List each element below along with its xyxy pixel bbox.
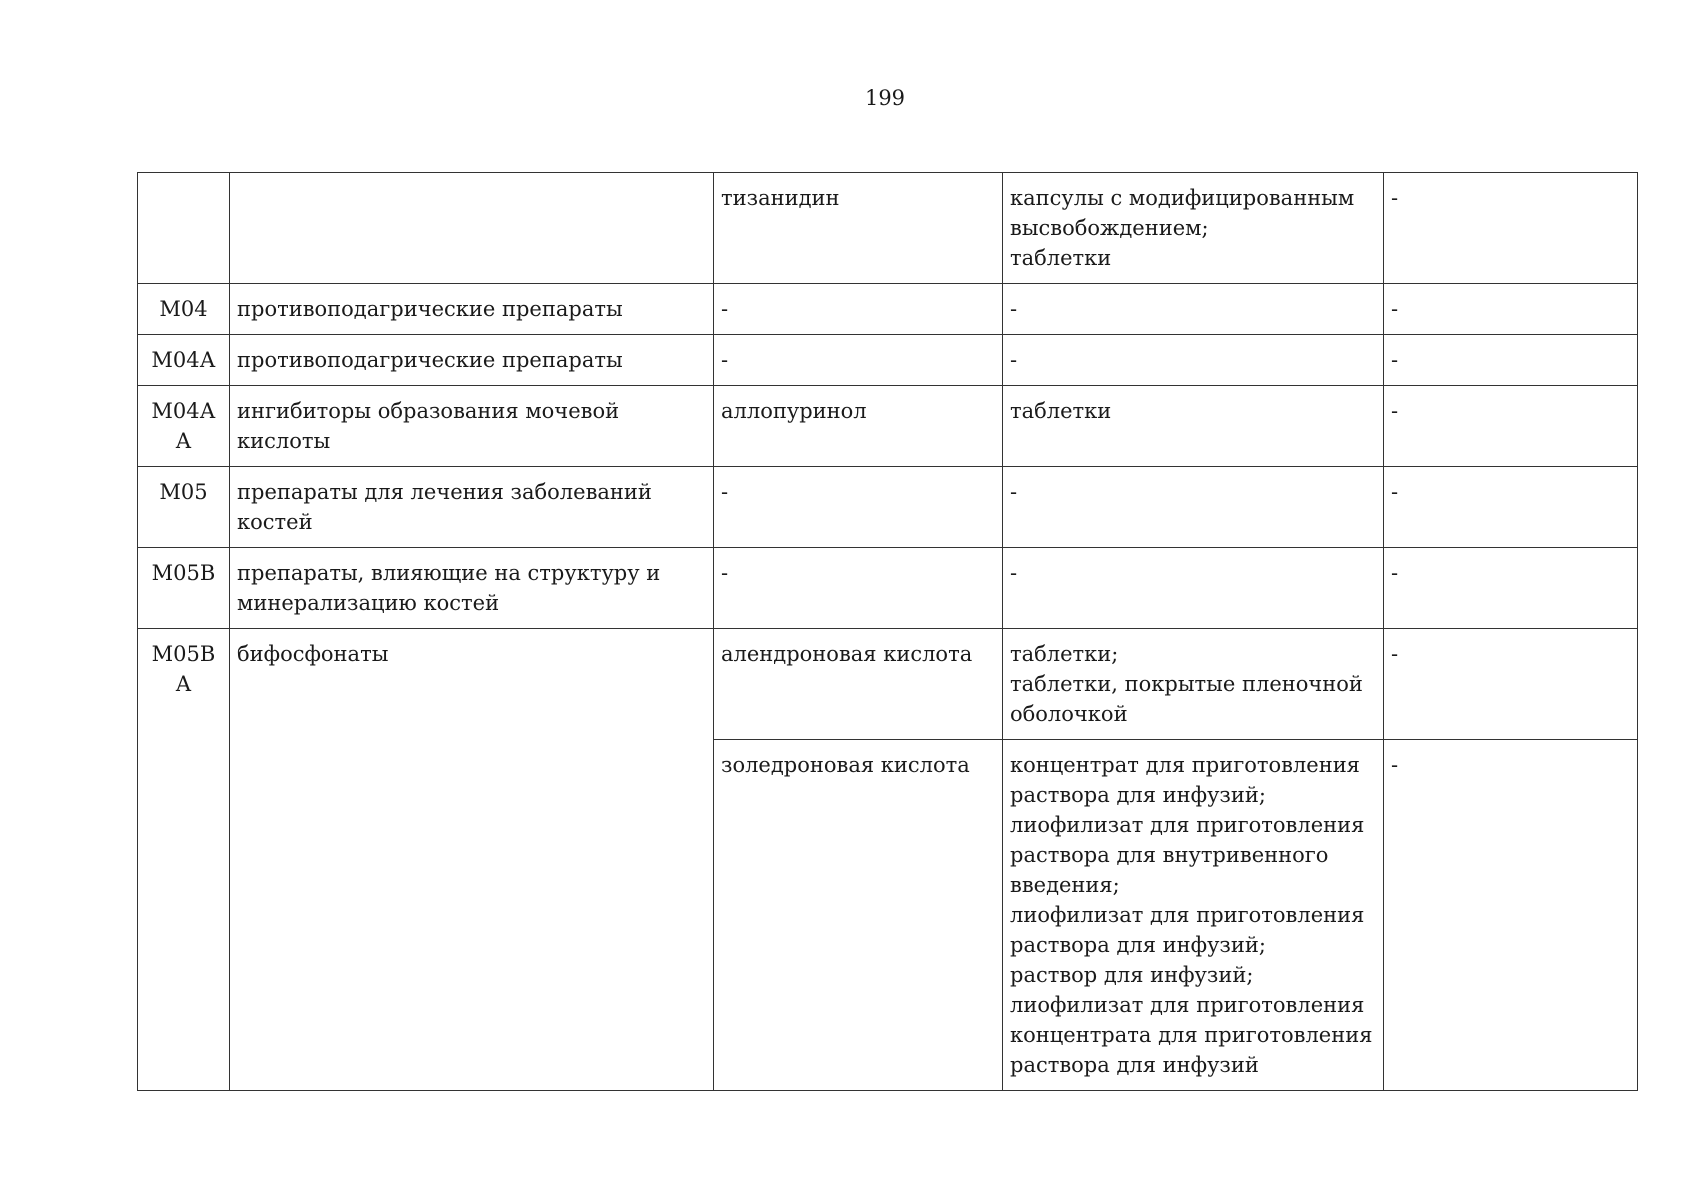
- drug-name: аллопуринол: [721, 399, 867, 423]
- drug-name: тизанидин: [721, 186, 840, 210]
- group-cell: [230, 386, 714, 467]
- extra-cell: -: [1384, 629, 1638, 740]
- dosage-form-line: -: [1010, 348, 1018, 372]
- dosage-form-cell: [1003, 629, 1384, 740]
- extra-cell: -: [1384, 335, 1638, 386]
- dosage-form-cell: [1003, 467, 1384, 548]
- dosage-form-line: таблетки, покрытые пленочной: [1010, 672, 1363, 696]
- group-name: ингибиторы образования мочевой: [237, 399, 620, 423]
- dosage-form-cell: [1003, 335, 1384, 386]
- group-name: минерализацию костей: [237, 591, 500, 615]
- dosage-form-line: -: [1010, 561, 1018, 585]
- atc-code-cell: [138, 335, 230, 386]
- dosage-form-line: капсулы с модифицированным: [1010, 186, 1355, 210]
- table-row: [138, 386, 1638, 467]
- atc-code-cell: [138, 548, 230, 629]
- group-cell: [230, 284, 714, 335]
- dosage-form-line: лиофилизат для приготовления: [1010, 993, 1365, 1017]
- dosage-form-line: оболочкой: [1010, 702, 1128, 726]
- page-number: 199: [864, 86, 906, 110]
- dosage-form-cell: [1003, 386, 1384, 467]
- atc-code: А: [175, 672, 192, 696]
- atc-code-cell: [138, 284, 230, 335]
- dosage-form-line: введения;: [1010, 873, 1120, 897]
- dosage-form-line: раствора для инфузий;: [1010, 783, 1266, 807]
- drug-cell: [714, 386, 1003, 467]
- dosage-form-line: таблетки;: [1010, 642, 1119, 666]
- drug-name: -: [721, 561, 729, 585]
- group-cell: [230, 629, 714, 1091]
- atc-code-cell: [138, 467, 230, 548]
- table-row: [138, 629, 1638, 740]
- group-name: бифосфонаты: [237, 642, 389, 666]
- atc-code: М04: [159, 297, 208, 321]
- atc-code-cell: [138, 173, 230, 284]
- atc-code: М05В: [151, 561, 216, 585]
- extra-cell: -: [1384, 548, 1638, 629]
- group-name: противоподагрические препараты: [237, 348, 623, 372]
- dosage-form-line: концентрат для приготовления: [1010, 753, 1360, 777]
- dosage-form-cell: [1003, 548, 1384, 629]
- atc-code-cell: [138, 386, 230, 467]
- group-cell: [230, 173, 714, 284]
- atc-code: М04А: [151, 348, 216, 372]
- dosage-form-line: раствора для внутривенного: [1010, 843, 1329, 867]
- table-row: [138, 173, 1638, 284]
- dosage-form-line: -: [1010, 480, 1018, 504]
- drug-cell: [714, 284, 1003, 335]
- drug-cell: [714, 173, 1003, 284]
- drug-cell: [714, 548, 1003, 629]
- group-name: кислоты: [237, 429, 331, 453]
- extra-cell: -: [1384, 386, 1638, 467]
- table-row: [138, 467, 1638, 548]
- dosage-form-line: высвобождением;: [1010, 216, 1209, 240]
- extra-cell: -: [1384, 173, 1638, 284]
- dosage-form-cell: [1003, 173, 1384, 284]
- atc-code: М04А: [151, 399, 216, 423]
- dosage-form-line: таблетки: [1010, 399, 1112, 423]
- drug-cell: [714, 335, 1003, 386]
- dosage-form-cell: [1003, 740, 1384, 1091]
- group-name: костей: [237, 510, 313, 534]
- dosage-form-line: раствора для инфузий;: [1010, 933, 1266, 957]
- extra-cell: -: [1384, 467, 1638, 548]
- table-row: [138, 548, 1638, 629]
- atc-code: А: [175, 429, 192, 453]
- drug-table: [137, 172, 1638, 1091]
- group-cell: [230, 335, 714, 386]
- table-row: [138, 284, 1638, 335]
- group-name: противоподагрические препараты: [237, 297, 623, 321]
- drug-cell: [714, 629, 1003, 740]
- table-row: [138, 335, 1638, 386]
- drug-name: -: [721, 480, 729, 504]
- dosage-form-line: лиофилизат для приготовления: [1010, 813, 1365, 837]
- group-cell: [230, 467, 714, 548]
- drug-name: -: [721, 297, 729, 321]
- dosage-form-line: раствора для инфузий: [1010, 1053, 1259, 1077]
- group-cell: [230, 548, 714, 629]
- dosage-form-line: лиофилизат для приготовления: [1010, 903, 1365, 927]
- drug-cell: [714, 467, 1003, 548]
- group-name: препараты для лечения заболеваний: [237, 480, 652, 504]
- drug-cell: [714, 740, 1003, 1091]
- drug-name: золедроновая кислота: [721, 753, 970, 777]
- extra-cell: -: [1384, 284, 1638, 335]
- dosage-form-line: -: [1010, 297, 1018, 321]
- atc-code: М05: [159, 480, 208, 504]
- dosage-form-line: концентрата для приготовления: [1010, 1023, 1373, 1047]
- drug-name: алендроновая кислота: [721, 642, 973, 666]
- atc-code: М05В: [151, 642, 216, 666]
- extra-cell: -: [1384, 740, 1638, 1091]
- drug-name: -: [721, 348, 729, 372]
- group-name: препараты, влияющие на структуру и: [237, 561, 661, 585]
- dosage-form-cell: [1003, 284, 1384, 335]
- dosage-form-line: таблетки: [1010, 246, 1112, 270]
- atc-code-cell: [138, 629, 230, 1091]
- dosage-form-line: раствор для инфузий;: [1010, 963, 1254, 987]
